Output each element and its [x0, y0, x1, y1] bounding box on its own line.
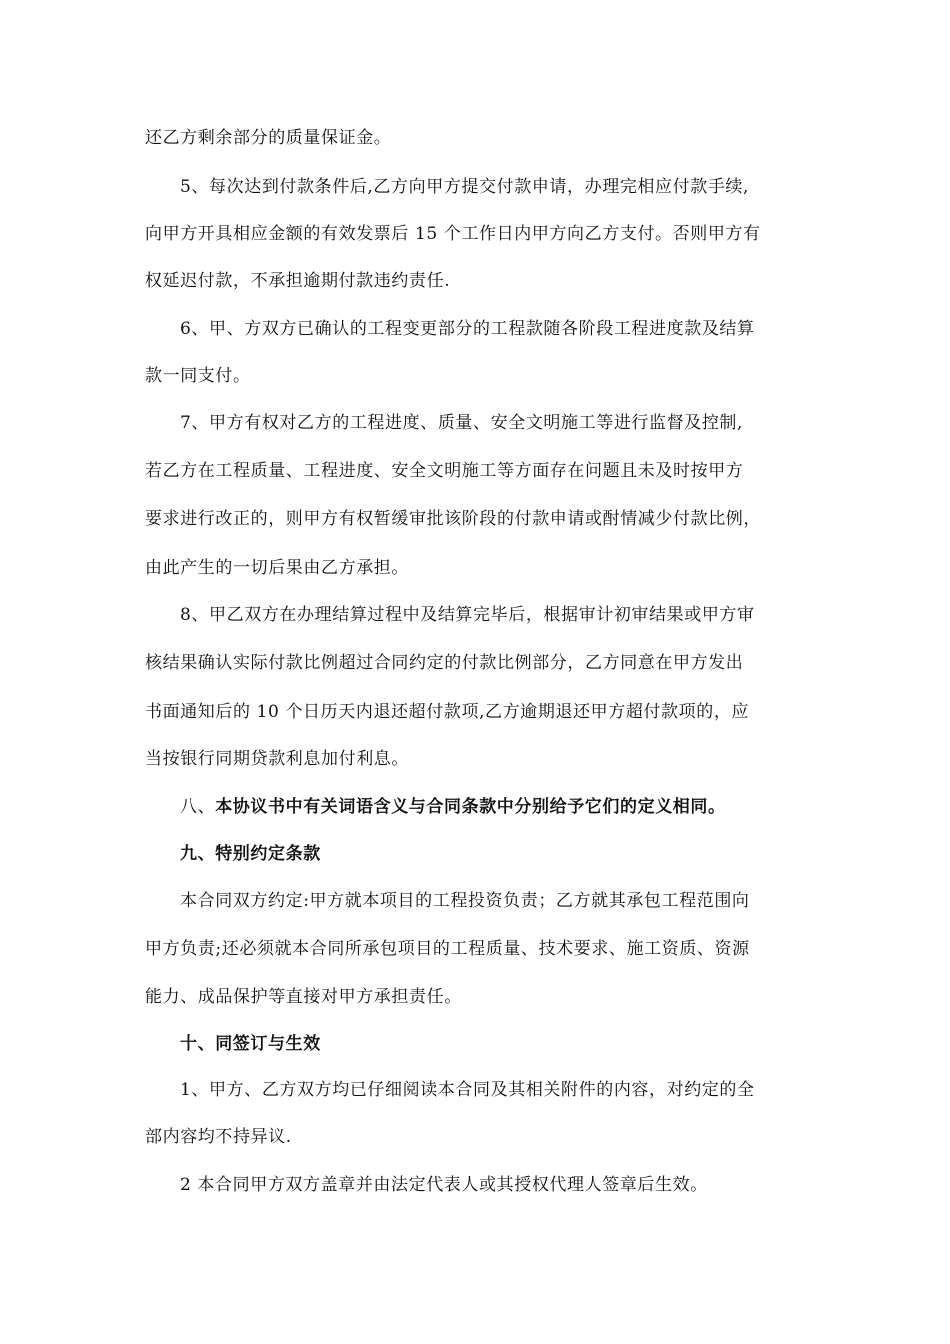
section-9-heading: 九、特别约定条款	[180, 844, 321, 864]
section-8-heading	[180, 795, 726, 819]
section-10-item-1-line-2: 部内容均不持异议.	[145, 1127, 292, 1147]
clause-8-line-1: 8、甲乙双方在办理结算过程中及结算完毕后，根据审计初审结果或甲方审	[180, 605, 755, 625]
section-8-number: 八、	[180, 797, 216, 817]
clause-7-line-4: 由此产生的一切后果由乙方承担。	[145, 558, 409, 578]
clause-7-line-3: 要求进行改正的，则甲方有权暂缓审批该阶段的付款申请或酎情减少付款比例，	[145, 509, 761, 529]
clause-5-line-3: 权延迟付款，不承担逾期付款违约责任.	[145, 271, 451, 291]
section-10-heading: 十、同签订与生效	[180, 1034, 321, 1054]
section-10-item-2: 2 本合同甲方双方盖章并由法定代表人或其授权代理人签章后生效。	[180, 1175, 708, 1195]
clause-7-line-1: 7、甲方有权对乙方的工程进度、质量、安全文明施工等进行监督及控制,	[180, 413, 744, 433]
clause-5-line-2: 向甲方开具相应金额的有效发票后 15 个工作日内甲方向乙方支付。否则甲方有	[145, 224, 761, 244]
text-line: 还乙方剩余部分的质量保证金。	[145, 128, 392, 148]
clause-6-line-1: 6、甲、方双方已确认的工程变更部分的工程款随各阶段工程进度款及结算	[180, 319, 755, 339]
section-9-line-2: 甲方负责;还必须就本合同所承包项目的工程质量、技术要求、施工资质、资源	[145, 939, 750, 959]
clause-6-line-2: 款一同支付。	[145, 366, 251, 386]
clause-8-line-2: 核结果确认实际付款比例超过合同约定的付款比例部分，乙方同意在甲方发出	[145, 653, 744, 673]
clause-8-line-3: 书面通知后的 10 个日历天内退还超付款项,乙方逾期退还甲方超付款项的，应	[145, 702, 750, 722]
section-10-item-1-line-1: 1、甲方、乙方双方均已仔细阅读本合同及其相关附件的内容，对约定的全	[180, 1080, 755, 1100]
section-9-line-3: 能力、成品保护等直接对甲方承担责任。	[145, 987, 462, 1007]
clause-7-line-2: 若乙方在工程质量、工程进度、安全文明施工等方面存在问题且未及时按甲方	[145, 461, 744, 481]
section-8-text: 本协议书中有关词语含义与合同条款中分别给予它们的定义相同。	[215, 797, 726, 817]
clause-8-line-4: 当按银行同期贷款利息加付利息。	[145, 749, 409, 769]
clause-5-line-1: 5、每次达到付款条件后,乙方向甲方提交付款申请，办理完相应付款手续,	[180, 177, 750, 197]
section-9-line-1: 本合同双方约定:甲方就本项目的工程投资负责；乙方就其承包工程范围向	[180, 891, 750, 911]
